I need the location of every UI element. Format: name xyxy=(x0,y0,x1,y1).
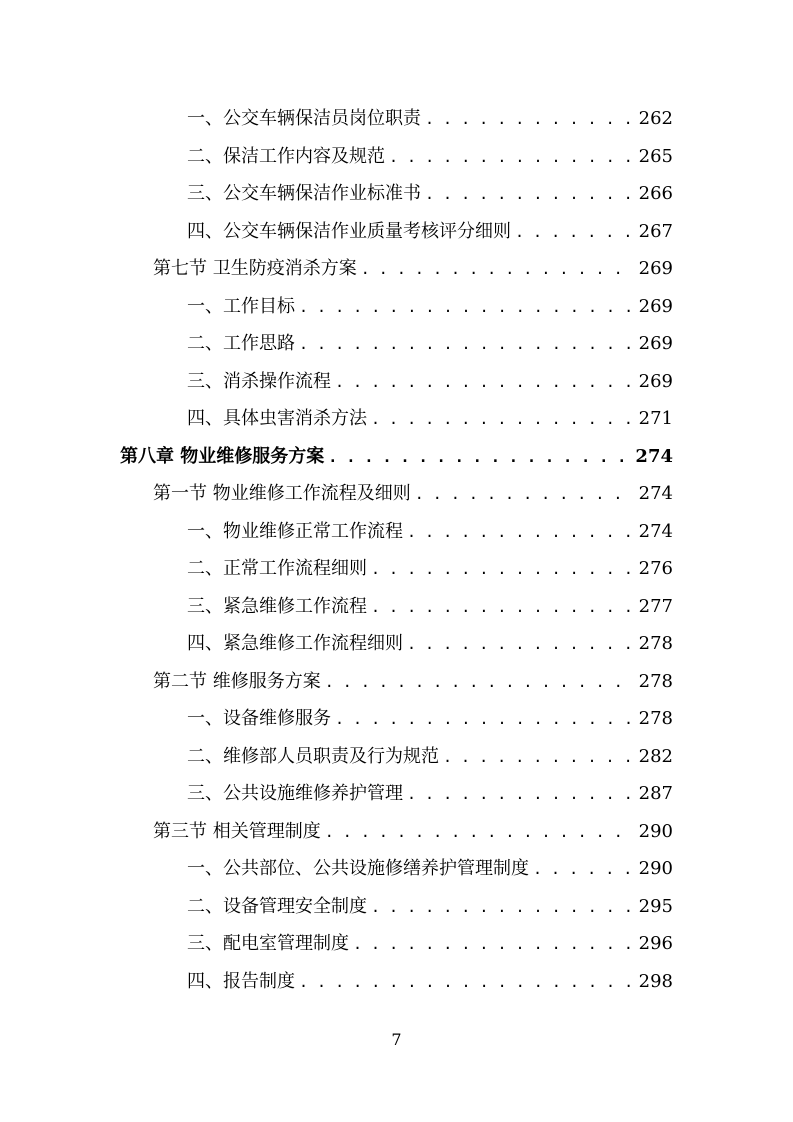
toc-entry-title: 四、紧急维修工作流程细则 xyxy=(187,633,403,654)
toc-dot-leader xyxy=(515,214,633,250)
toc-entry[interactable] xyxy=(187,138,673,175)
toc-entry-title: 三、配电室管理制度 xyxy=(187,933,349,954)
toc-entry[interactable] xyxy=(187,588,673,625)
toc-dot-leader xyxy=(371,551,633,587)
toc-entry[interactable] xyxy=(187,363,673,400)
toc-entry-page: 278 xyxy=(638,633,673,654)
toc-dot-leader xyxy=(335,701,633,737)
toc-dot-leader xyxy=(389,139,633,175)
toc-section-entry[interactable] xyxy=(153,475,673,512)
toc-entry-title: 二、正常工作流程细则 xyxy=(187,558,367,579)
toc-entry[interactable] xyxy=(187,288,673,325)
toc-entry-page: 277 xyxy=(638,595,673,617)
toc-entry-page: 295 xyxy=(638,895,673,917)
toc-dot-leader xyxy=(328,439,629,475)
toc-entry-title: 第一节 物业维修工作流程及细则 xyxy=(153,483,411,504)
toc-entry[interactable] xyxy=(187,850,673,887)
toc-section-entry[interactable] xyxy=(153,250,673,287)
toc-entry-title: 第七节 卫生防疫消杀方案 xyxy=(153,258,357,279)
toc-dot-leader xyxy=(335,364,633,400)
toc-entry-page: 267 xyxy=(638,220,673,242)
toc-dot-leader xyxy=(371,401,633,437)
toc-dot-leader xyxy=(299,289,633,325)
toc-entry-title: 二、保洁工作内容及规范 xyxy=(187,145,385,167)
toc-entry[interactable] xyxy=(187,100,673,137)
toc-entry[interactable] xyxy=(187,513,673,550)
toc-entry-page: 265 xyxy=(638,145,673,167)
toc-entry-page: 269 xyxy=(638,258,673,279)
toc-entry-page: 269 xyxy=(638,295,673,317)
toc-entry-page: 274 xyxy=(638,483,673,504)
toc-entry-page: 271 xyxy=(638,408,673,429)
toc-entry-title: 三、紧急维修工作流程 xyxy=(187,595,367,617)
toc-entry-title: 一、设备维修服务 xyxy=(187,708,331,729)
toc-entry-title: 第二节 维修服务方案 xyxy=(153,670,321,692)
toc-entry-title: 四、具体虫害消杀方法 xyxy=(187,408,367,429)
toc-entry[interactable] xyxy=(187,325,673,362)
toc-dot-leader xyxy=(299,326,633,362)
toc-entry-page: 274 xyxy=(635,445,673,467)
toc-entry-title: 三、消杀操作流程 xyxy=(187,370,331,392)
toc-entry-title: 二、维修部人员职责及行为规范 xyxy=(187,745,439,767)
toc-entry-title: 二、设备管理安全制度 xyxy=(187,895,367,917)
toc-entry-page: 269 xyxy=(638,333,673,354)
toc-entry[interactable] xyxy=(187,925,673,962)
toc-entry-title: 三、公共设施维修养护管理 xyxy=(187,783,403,804)
toc-dot-leader xyxy=(361,251,633,287)
toc-entry-title: 第三节 相关管理制度 xyxy=(153,820,321,842)
toc-section-entry[interactable] xyxy=(153,813,673,850)
toc-dot-leader xyxy=(325,814,633,850)
toc-entry[interactable] xyxy=(187,775,673,812)
toc-entry-page: 278 xyxy=(638,708,673,729)
toc-dot-leader xyxy=(353,926,633,962)
toc-entry[interactable] xyxy=(187,400,673,437)
toc-chapter-entry[interactable] xyxy=(120,438,673,475)
page-number: 7 xyxy=(391,1030,402,1049)
toc-entry[interactable] xyxy=(187,625,673,662)
toc-entry-page: 296 xyxy=(638,933,673,954)
toc-entry-title: 三、公交车辆保洁作业标准书 xyxy=(187,183,421,204)
toc-entry-page: 276 xyxy=(638,558,673,579)
toc-entry-title: 一、工作目标 xyxy=(187,295,295,317)
toc-entry[interactable] xyxy=(187,550,673,587)
toc-dot-leader xyxy=(325,664,633,700)
toc-entry[interactable] xyxy=(187,700,673,737)
toc-entry-title: 第八章 物业维修服务方案 xyxy=(120,445,325,467)
toc-entry-page: 269 xyxy=(638,370,673,392)
toc-entry[interactable] xyxy=(187,963,673,1000)
toc-dot-leader xyxy=(425,101,633,137)
toc-entry-page: 266 xyxy=(638,183,673,204)
toc-entry-page: 274 xyxy=(638,520,673,542)
toc-dot-leader xyxy=(425,176,633,212)
toc-entry[interactable] xyxy=(187,738,673,775)
toc-entry-title: 一、公交车辆保洁员岗位职责 xyxy=(187,108,421,129)
toc-entry-page: 290 xyxy=(638,858,673,879)
toc-entry[interactable] xyxy=(187,213,673,250)
toc-dot-leader xyxy=(533,851,633,887)
toc-entry-title: 一、公共部位、公共设施修缮养护管理制度 xyxy=(187,858,529,879)
toc-entry-page: 298 xyxy=(638,970,673,992)
toc-entry-title: 四、报告制度 xyxy=(187,970,295,992)
toc-dot-leader xyxy=(407,776,633,812)
toc-dot-leader xyxy=(299,964,633,1000)
toc-dot-leader xyxy=(415,476,633,512)
toc-dot-leader xyxy=(407,514,633,550)
toc-entry-page: 287 xyxy=(638,783,673,804)
toc-dot-leader xyxy=(371,589,633,625)
toc-entry-title: 一、物业维修正常工作流程 xyxy=(187,520,403,542)
toc-dot-leader xyxy=(443,739,633,775)
toc-entry-page: 262 xyxy=(638,108,673,129)
toc-dot-leader xyxy=(371,889,633,925)
toc-entry-title: 四、公交车辆保洁作业质量考核评分细则 xyxy=(187,220,511,242)
toc-entry-page: 278 xyxy=(638,670,673,692)
toc-entry-page: 290 xyxy=(638,820,673,842)
toc-dot-leader xyxy=(407,626,633,662)
toc-entry[interactable] xyxy=(187,888,673,925)
toc-section-entry[interactable] xyxy=(153,663,673,700)
toc-entry-page: 282 xyxy=(638,745,673,767)
toc-entry[interactable] xyxy=(187,175,673,212)
toc-entry-title: 二、工作思路 xyxy=(187,333,295,354)
